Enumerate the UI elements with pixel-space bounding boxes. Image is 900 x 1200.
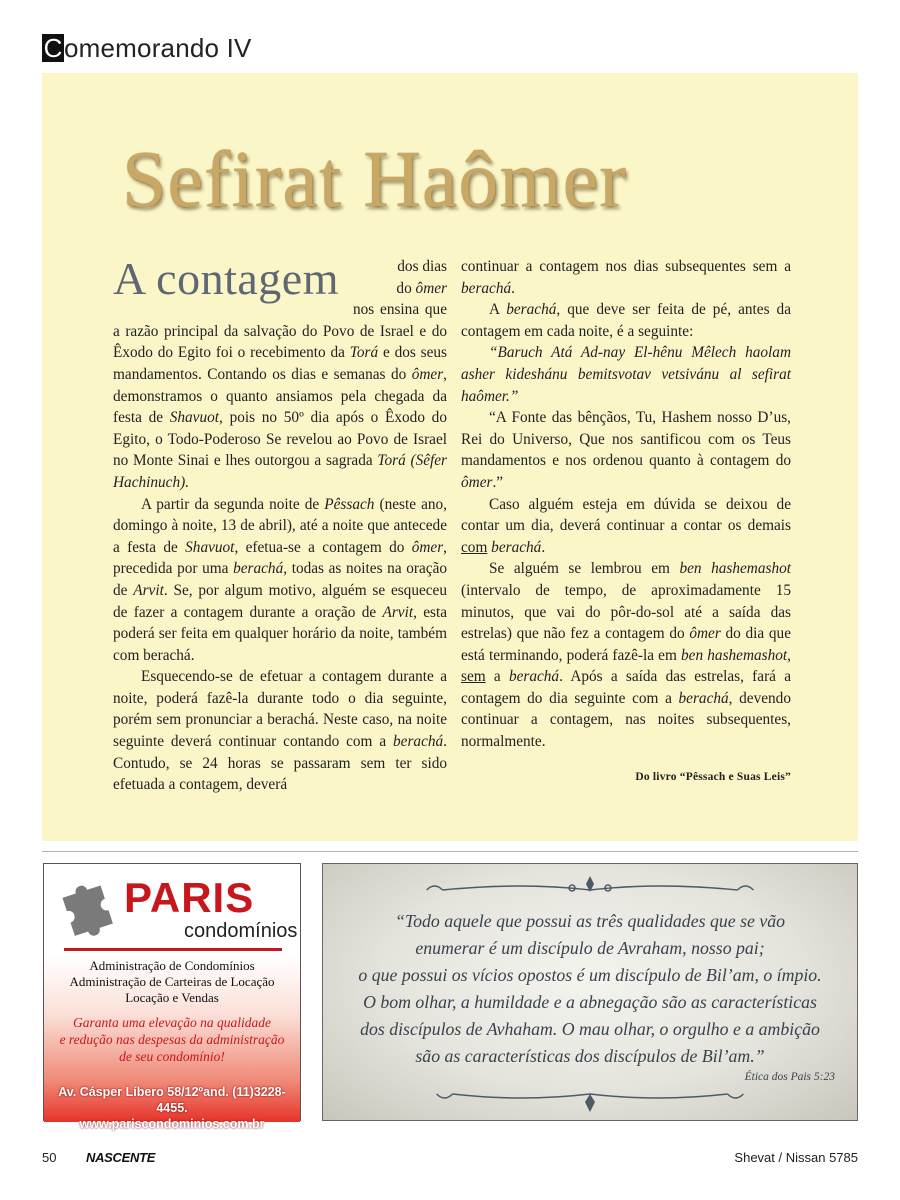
ornament-bottom-icon <box>323 1086 857 1114</box>
issue-info: Shevat / Nissan 5785 <box>734 1150 858 1165</box>
drop-side-line-2: do ômer <box>396 279 447 297</box>
section-header <box>42 34 252 62</box>
paragraph-4: continuar a contagem nos dias subsequentes sem a berachá. <box>461 258 791 297</box>
paragraph-3: Esquecendo-se de efetuar a contagem durante a noite, poderá fazê-la durante todo o dia seguinte, porém sem pronunciar a berachá. Neste caso, na noite seguinte deverá continuar contando com a berachá. Contudo, se 24 horas se passaram sem ter sido efetuada a contagem, deverá <box>113 668 447 794</box>
paragraph-6: Caso alguém esteja em dúvida se deixou de contar um dia, deverá continuar a contar os demais com berachá. <box>461 495 791 556</box>
article-panel <box>42 73 858 841</box>
magazine-logo: NASCENTE <box>86 1150 156 1165</box>
blessing-text: “Baruch Atá Ad-nay El-hênu Mêlech haolam asher kideshánu bemitsvotav vetsivánu al sefirat haômer.” <box>461 344 791 405</box>
quote-line-5: dos discípulos de Avhaham. O mau olhar, o orgulho e a ambição <box>360 1019 820 1039</box>
divider <box>42 851 858 852</box>
quote-line-3: o que possui os vícios opostos é um discípulo de Bil’am, o ímpio. <box>358 965 822 985</box>
ad-service-3: Locação e Vendas <box>125 990 219 1005</box>
puzzle-piece-icon <box>58 874 120 936</box>
drop-word: A contagem <box>113 253 339 304</box>
ad-address: Av. Cásper Líbero 58/12ºand. (11)3228-4455. <box>58 1085 286 1115</box>
paragraph-5: A berachá, que deve ser feita de pé, antes da contagem em cada noite, é a seguinte: <box>461 301 791 340</box>
blessing-translation: “A Fonte das bênçãos, Tu, Hashem nosso D’us, Rei do Universo, Que nos santificou com os Teus mandamentos e nos ordenou quanto à contagem do ômer.” <box>461 409 791 491</box>
ad-services <box>44 958 300 1006</box>
ad-website-link[interactable]: www.pariscondominios.com.br <box>79 1117 265 1131</box>
section-title: omemorando IV <box>64 33 252 63</box>
ad-promo-line-2: e redução nas despesas da administração <box>59 1032 285 1047</box>
quote-line-4: O bom olhar, a humildade e a abnegação são as características <box>363 992 817 1012</box>
drop-side-line-1: dos dias <box>397 258 447 275</box>
quote-line-1: “Todo aquele que possui as três qualidades que se vão <box>394 911 786 931</box>
ad-service-1: Administração de Condomínios <box>89 958 255 973</box>
page-number: 50 <box>42 1150 57 1165</box>
ad-promo-line-1: Garanta uma elevação na qualidade <box>73 1015 271 1030</box>
left-column <box>113 253 448 796</box>
ad-service-2: Administração de Carteiras de Locação <box>69 974 275 989</box>
paragraph-1: A contagem dos dias do ômer nos ensina que a razão principal da salvação do Povo de Israel e do Êxodo do Egito foi o recebimento da Torá e dos seus mandamentos. Contando os dias e semanas do ômer, demonstramos o quanto ansiamos pela chegada da festa de Shavuot, pois no 50º dia após o Êxodo do Egito, o Todo-Poderoso Se revelou ao Povo de Israel no Monte Sinai e lhes outorgou a sagrada Torá (Sêfer Hachinuch). <box>113 253 447 491</box>
quote-box <box>322 863 858 1121</box>
paris-advertisement[interactable] <box>43 863 301 1131</box>
quote-citation: Ética dos Pais 5:23 <box>744 1071 835 1083</box>
ad-body <box>44 956 300 1131</box>
right-column <box>461 256 791 788</box>
paragraph-7: Se alguém se lembrou em ben hashemashot (intervalo de tempo, de aproximadamente 15 minutos, que vai do pôr-do-sol até a saída das estrelas) que não fez a contagem do ômer do dia que está terminando, poderá fazê-la em ben hashemashot, sem a berachá. Após a saída das estrelas, fará a contagem do dia seguinte com a berachá, devendo continuar a contagem, nas noites subsequentes, normalmente. <box>461 560 792 751</box>
quote-line-2: enumerar é um discípulo de Avraham, nosso pai; <box>415 938 765 958</box>
paragraph-2: A partir da segunda noite de Pêssach (neste ano, domingo à noite, 13 de abril), até a noite que antecede a festa de Shavuot, efetua-se a contagem do ômer, precedida por uma berachá, todas as noites na oração de Arvit. Se, por algum motivo, alguém se esqueceu de fazer a contagem durante a oração de Arvit, esta poderá ser feita em qualquer horário da noite, também com berachá. <box>113 495 448 664</box>
ad-brand: PARIS <box>124 874 255 921</box>
article-title: Sefirat Haômer <box>122 136 627 224</box>
article-source: Do livro “Pêssach e Suas Leis” <box>635 770 791 783</box>
quote-text <box>341 908 839 1070</box>
ad-promo-line-3: de seu condomínio! <box>119 1049 225 1064</box>
ad-red-rule <box>64 948 282 951</box>
ad-brand-subtitle: condomínios <box>184 920 298 942</box>
quote-line-6: são as características dos discípulos de Bil’am.” <box>415 1046 765 1066</box>
ad-contact <box>44 1084 300 1132</box>
ornament-top-icon <box>323 872 857 902</box>
ad-logo-area <box>44 864 300 956</box>
section-initial: C <box>43 33 63 63</box>
ad-promo <box>44 1014 300 1065</box>
